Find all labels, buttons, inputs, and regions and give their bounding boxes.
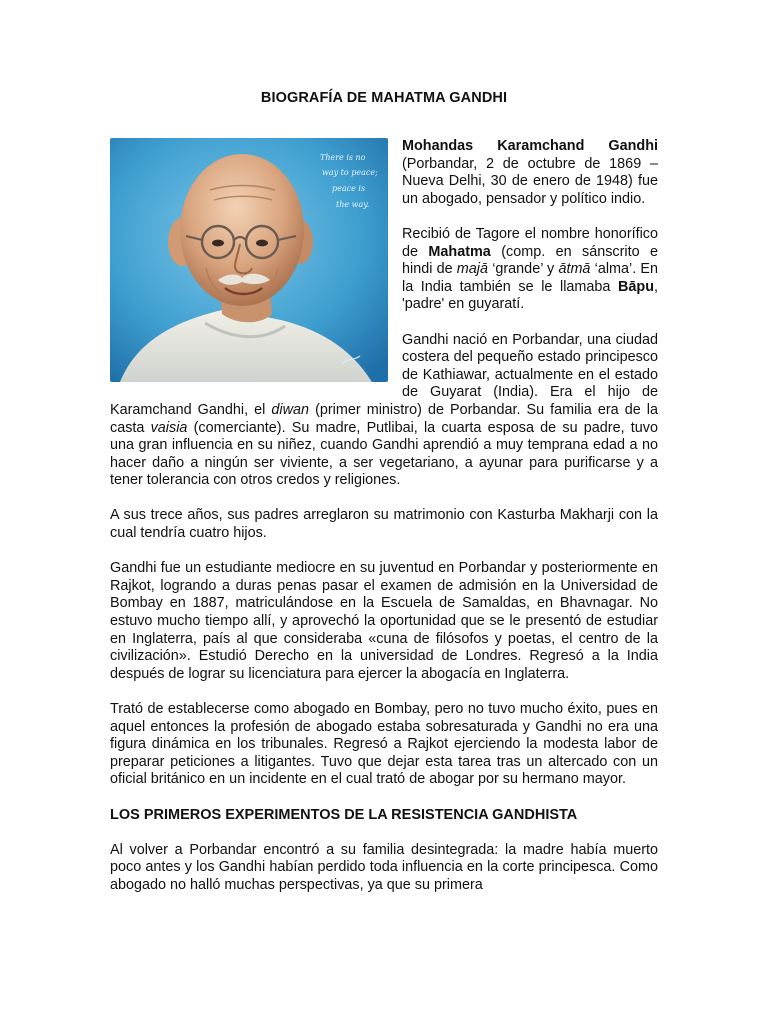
text-span: ‘grande’ y — [488, 261, 559, 278]
italic-atma: ātmā — [558, 261, 591, 278]
intro-text: (Porbandar, 2 de octubre de 1869 – Nueva Delhi, 30 de enero de 1948) fue un abogado, pensador y político indio. — [402, 155, 658, 207]
italic-vaisia: vaisia — [150, 419, 188, 436]
text-span: , 'padre' en guyaratí. — [402, 278, 658, 313]
text-span: (comp. en sánscrito e hindi de — [402, 243, 658, 278]
bold-bapu: Bāpu — [618, 278, 654, 295]
italic-diwan: diwan — [271, 401, 310, 418]
text-span: ‘alma’. En la India también se le llamaba — [402, 261, 658, 295]
text-span: Recibió de Tagore el nombre honorífico de — [402, 225, 658, 260]
text-span: (primer ministro) de Porbandar. Su familia era de la casta — [110, 401, 658, 436]
bold-mahatma: Mahatma — [428, 243, 491, 260]
svg-text:peace is: peace is — [332, 184, 366, 193]
paragraph-education: Gandhi fue un estudiante mediocre en su juventud en Porbandar y posteriormente en Rajkot, logrando a duras penas pasar el examen de admisión en la Universidad de Bombay en 1887, matriculándose en la Escuela de Samaldas, en Bhavnagar. No estuvo mucho tiempo allí, y aprovechó la oportunidad que se le presentó de estudiar en Inglaterra, país al que consideraba «cuna de filósofos y poetas, el centro de la civilización». Estudió Derecho en la universidad de Londres. Regresó a la India después de lograr su licenciatura para ejercer la abogacía en Inglaterra. — [110, 560, 658, 682]
gandhi-portrait-image — [110, 138, 388, 382]
paragraph-marriage: A sus trece años, sus padres arreglaron su matrimonio con Kasturba Makharji con la cual tendría cuatro hijos. — [110, 507, 658, 542]
gandhi-portrait-icon — [110, 138, 388, 382]
document-title: BIOGRAFÍA DE MAHATMA GANDHI — [260, 90, 508, 106]
svg-text:way to peace;: way to peace; — [322, 168, 378, 177]
paragraph-bombay: Trató de establecerse como abogado en Bombay, pero no tuvo mucho éxito, pues en aquel entonces la profesión de abogado estaba sobresaturada y Gandhi no era una figura dinámica en los tribunales. Regresó a Rajkot ejerciendo la modesta labor de preparar peticiones a litigantes. Tuvo que dejar esta tarea tras un altercado con un oficial británico en un incidente en el cual trató de abogar por su hermano mayor. — [110, 701, 658, 788]
text-span: (comerciante). Su madre, Putlibai, la cuarta esposa de su padre, tuvo una gran influencia en su niñez, cuando Gandhi aprendió a muy temprana edad a no hacer daño a ningún ser viviente, a ser vegetariano, a ayunar para purificarse y a tener tolerancia con otros credos y religiones. — [110, 419, 658, 489]
text-span: Gandhi nació en Porbandar, una ciudad costera del pequeño estado principesco de Kathiawar, actualmente en el estado de Guyarat (India). Era el hijo de Karamchand Gandhi, el — [110, 331, 658, 418]
section-heading: LOS PRIMEROS EXPERIMENTOS DE LA RESISTENCIA GANDHISTA — [110, 806, 578, 823]
document-body — [110, 138, 658, 895]
paragraph-return: Al volver a Porbandar encontró a su familia desintegrada: la madre había muerto poco antes y los Gandhi habían perdido toda influencia en la corte principesca. Como abogado no halló muchas perspectivas, ya que su primera — [110, 841, 658, 893]
bold-name: Mohandas Karamchand Gandhi — [402, 138, 658, 154]
svg-text:There is no: There is no — [320, 153, 366, 162]
svg-text:the way.: the way. — [336, 200, 370, 209]
italic-maja: majā — [456, 261, 488, 278]
